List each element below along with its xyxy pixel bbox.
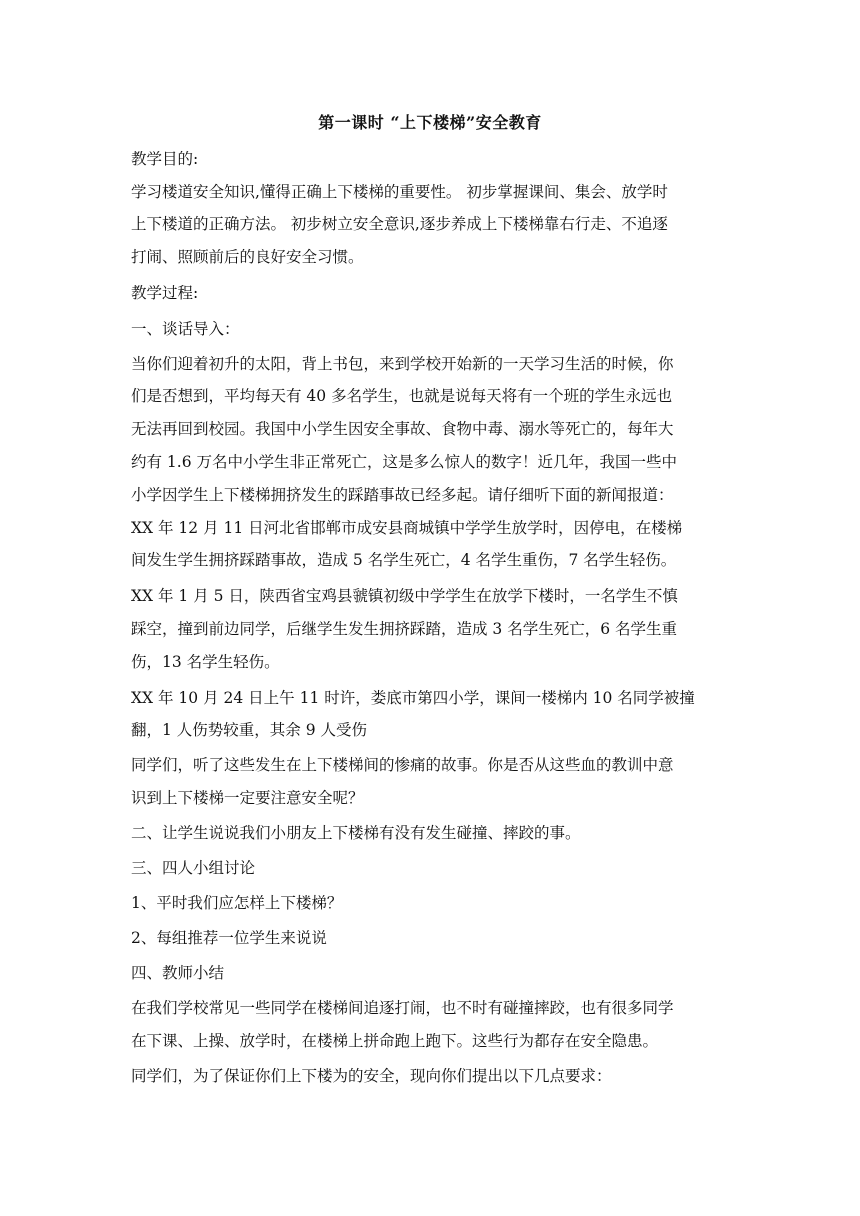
text-line: 在下课、上操、放学时，在楼梯上拼命跑上跑下。这些行为都存在安全隐患。 [131, 1032, 659, 1050]
text-line: 1、平时我们应怎样上下楼梯？ [131, 894, 343, 912]
text-line: 教学过程: [131, 284, 199, 302]
text-line: 无法再回到校园。我国中小学生因安全事故、食物中毒、溺水等死亡的，每年大 [131, 420, 674, 438]
text-line: 二、让学生说说我们小朋友上下楼梯有没有发生碰撞、摔跤的事。 [131, 824, 581, 842]
text-line: 伤，13 名学生轻伤。 [131, 653, 280, 671]
text-line: 一、谈话导入： [131, 320, 240, 338]
text-line: 打闹、照顾前后的良好安全习惯。 [131, 248, 364, 266]
text-line: 识到上下楼梯一定要注意安全呢？ [131, 789, 364, 807]
text-line: XX 年 12 月 11 日河北省邯郸市成安县商城镇中学学生放学时，因停电，在楼梯 [131, 519, 683, 537]
text-line: 踩空，撞到前边同学，后继学生发生拥挤踩踏，造成 3 名学生死亡，6 名学生重 [131, 620, 678, 638]
page-title: 第一课时 “上下楼梯”安全教育 [318, 113, 542, 132]
text-line: 同学们，听了这些发生在上下楼梯间的惨痛的故事。你是否从这些血的教训中意 [131, 756, 674, 774]
text-line: XX 年 10 月 24 日上午 11 时许，娄底市第四小学，课间一楼梯内 10 名同学被撞 [131, 689, 695, 707]
text-line: 小学因学生上下楼梯拥挤发生的踩踏事故已经多起。请仔细听下面的新闻报道： [131, 486, 674, 504]
text-line: XX 年 1 月 5 日，陕西省宝鸡县虢镇初级中学学生在放学下楼时，一名学生不慎 [131, 587, 678, 605]
text-line: 上下楼道的正确方法。 初步树立安全意识,逐步养成上下楼梯靠右行走、不追逐 [131, 215, 668, 233]
text-line: 2、每组推荐一位学生来说说 [131, 929, 327, 947]
text-line: 们是否想到，平均每天有 40 多名学生，也就是说每天将有一个班的学生永远也 [131, 387, 673, 405]
text-line: 当你们迎着初升的太阳，背上书包，来到学校开始新的一天学习生活的时候，你 [131, 355, 674, 373]
text-line: 在我们学校常见一些同学在楼梯间追逐打闹，也不时有碰撞摔跤，也有很多同学 [131, 999, 674, 1017]
text-line: 同学们，为了保证你们上下楼为的安全，现向你们提出以下几点要求： [131, 1067, 612, 1085]
text-line: 四、教师小结 [131, 964, 225, 982]
text-line: 翻，1 人伤势较重，其余 9 人受伤 [131, 721, 368, 739]
text-line: 教学目的: [131, 150, 199, 168]
text-line: 学习楼道安全知识,懂得正确上下楼梯的重要性。 初步掌握课间、集会、放学时 [131, 183, 668, 201]
text-line: 间发生学生拥挤踩踏事故，造成 5 名学生死亡，4 名学生重伤，7 名学生轻伤。 [131, 551, 677, 569]
text-line: 三、四人小组讨论 [131, 859, 256, 877]
text-line: 约有 1.6 万名中小学生非正常死亡，这是多么惊人的数字！近几年，我国一些中 [131, 453, 678, 471]
